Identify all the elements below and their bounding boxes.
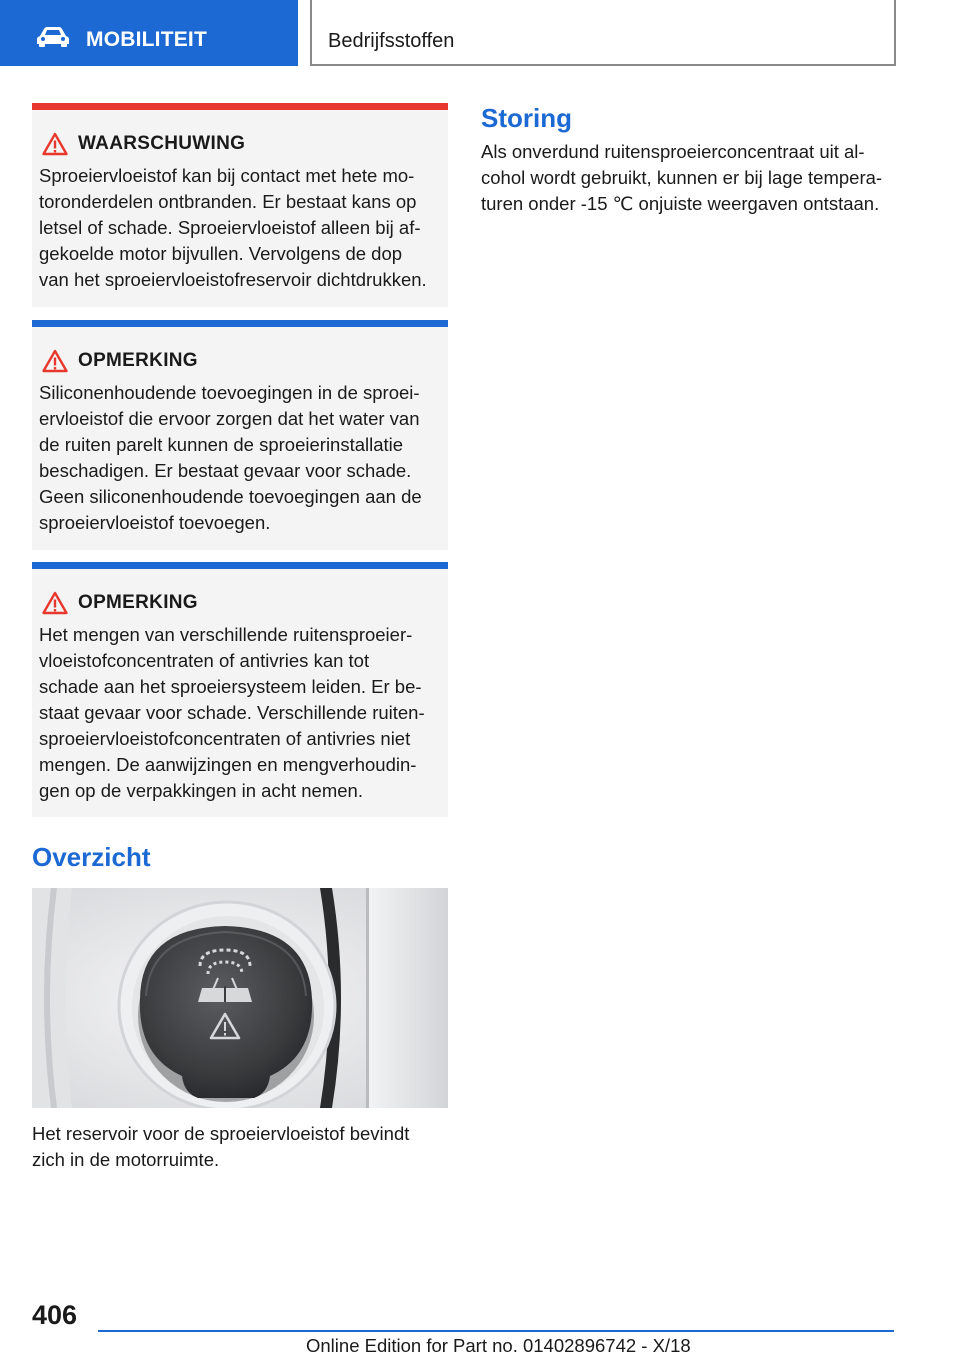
- malfunction-heading: Storing: [481, 103, 572, 133]
- text-line: gen op de verpakkingen in acht nemen.: [39, 780, 363, 801]
- text-line: Het reservoir voor de sproeiervloeistof bevindt: [32, 1123, 410, 1144]
- notice-title-row: [42, 131, 245, 157]
- washer-reservoir-image: [32, 888, 448, 1108]
- edition-text: Online Edition for Part no. 01402896742 - X/18: [306, 1335, 691, 1356]
- text-line: ervloeistof die ervoor zorgen dat het water van: [39, 408, 420, 429]
- text-line: Sproeiervloeistof kan bij contact met hete mo-: [39, 165, 415, 186]
- text-line: staat gevaar voor schade. Verschillende ruiten-: [39, 702, 425, 723]
- text-line: sproeiervloeistofconcentraten of antivries niet: [39, 728, 411, 749]
- text-line: toronderdelen ontbranden. Er bestaat kans op: [39, 191, 417, 212]
- notice-title: OPMERKING: [78, 350, 198, 371]
- warning-bar: [32, 103, 448, 110]
- notice-title-row: [42, 590, 198, 616]
- notice-text: [39, 380, 445, 536]
- warning-triangle-icon: [42, 591, 68, 615]
- footer-rule: [98, 1330, 894, 1332]
- page-number: 406: [32, 1300, 78, 1330]
- text-line: turen onder -15 ℃ onjuiste weergaven ontstaan.: [481, 193, 880, 214]
- text-line: gekoelde motor bijvullen. Vervolgens de dop: [39, 243, 403, 264]
- text-line: Het mengen van verschillende ruitensproeier-: [39, 624, 413, 645]
- text-line: letsel of schade. Sproeiervloeistof alleen bij af-: [39, 217, 421, 238]
- text-line: mengen. De aanwijzingen en mengverhoudin-: [39, 754, 417, 775]
- header-title-box: [310, 0, 896, 66]
- section-label: MOBILITEIT: [86, 28, 207, 51]
- text-line: van het sproeiervloeistofreservoir dichtdrukken.: [39, 269, 427, 290]
- text-line: Als onverdund ruitensproeierconcentraat uit al-: [481, 141, 865, 162]
- text-line: de ruiten parelt kunnen de sproeierinstallatie: [39, 434, 404, 455]
- car-icon: [36, 26, 70, 48]
- note-bar: [32, 562, 448, 569]
- text-line: cohol wordt gebruikt, kunnen er bij lage tempera-: [481, 167, 883, 188]
- warning-triangle-icon: [42, 132, 68, 156]
- text-line: Siliconenhoudende toevoegingen in de sproei-: [39, 382, 420, 403]
- section-tab[interactable]: [0, 0, 298, 66]
- notice-title-row: [42, 348, 198, 374]
- text-line: schade aan het sproeiersysteem leiden. Er be-: [39, 676, 422, 697]
- text-line: zich in de motorruimte.: [32, 1149, 220, 1170]
- notice-text: [39, 622, 445, 804]
- notice-title: OPMERKING: [78, 592, 198, 613]
- text-line: Geen siliconenhoudende toevoegingen aan de: [39, 486, 422, 507]
- text-line: vloeistofconcentraten of antivries kan tot: [39, 650, 370, 671]
- warning-notice: [32, 103, 448, 307]
- text-line: sproeiervloeistof toevoegen.: [39, 512, 271, 533]
- page-title: Bedrijfsstoffen: [328, 30, 455, 52]
- notice-title: WAARSCHUWING: [78, 133, 246, 154]
- page-header: [0, 0, 960, 66]
- malfunction-text: [481, 139, 901, 217]
- note-bar: [32, 320, 448, 327]
- note-notice: [32, 562, 448, 817]
- warning-triangle-icon: [42, 349, 68, 373]
- text-line: beschadigen. Er bestaat gevaar voor schade.: [39, 460, 412, 481]
- notice-text: [39, 163, 445, 293]
- note-notice: [32, 320, 448, 550]
- washer-cap-illustration: [32, 888, 448, 1108]
- overview-heading: Overzicht: [32, 842, 151, 872]
- overview-caption: [32, 1121, 448, 1173]
